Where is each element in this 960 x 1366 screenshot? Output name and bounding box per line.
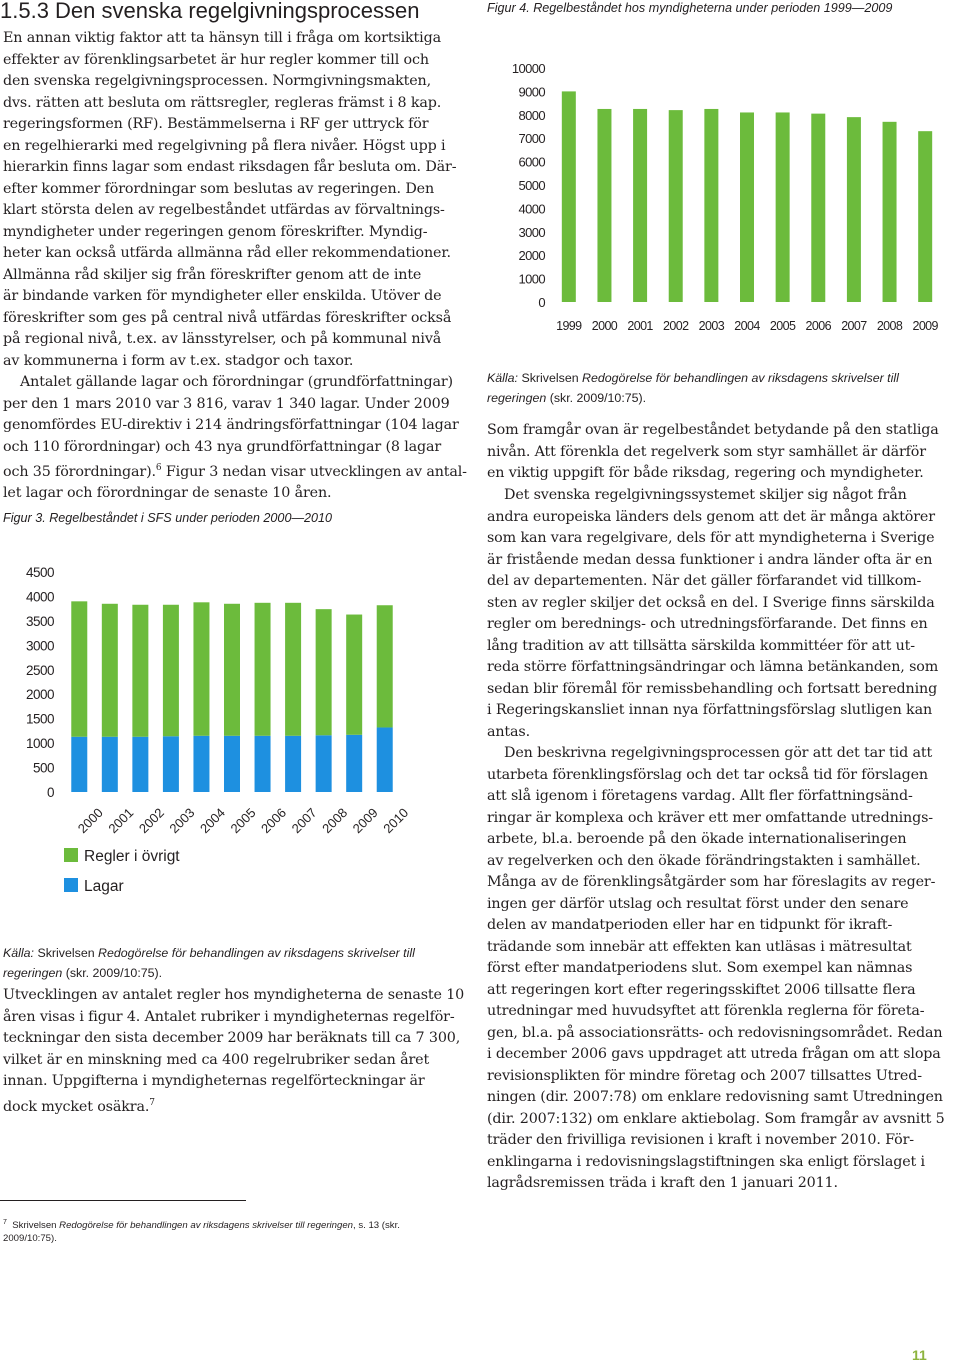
y-tick-label: 4500 bbox=[25, 565, 54, 580]
y-tick-label: 2000 bbox=[518, 248, 545, 264]
text-line: att regeringen kort efter regeringsskiftet 2006 tillsatte flera bbox=[487, 981, 916, 998]
legend-swatch-lagar bbox=[64, 878, 78, 892]
bar-regler-i-ovrigt bbox=[224, 604, 240, 736]
text-line: effekter av förenklingsarbetet är hur regler kommer till och bbox=[3, 51, 429, 68]
text-segment: och 35 förordningar). bbox=[3, 463, 156, 480]
y-tick-label: 6000 bbox=[518, 154, 545, 170]
text-line: lagrådsremissen träda i kraft den 1 januari 2011. bbox=[487, 1175, 838, 1191]
text-line: Utvecklingen av antalet regler hos myndigheterna de senaste 10 bbox=[3, 987, 465, 1003]
y-tick-label: 0 bbox=[538, 295, 545, 310]
bar-lagar bbox=[102, 737, 118, 792]
y-tick-label: 500 bbox=[32, 760, 54, 776]
x-tick-label: 2000 bbox=[591, 319, 618, 333]
text-line: ningen (dir. 2007:78) om enklare redovisning samt Utredningen bbox=[487, 1089, 943, 1105]
bar-lagar bbox=[71, 737, 87, 792]
text-line: av regelverken och den ökade förändringstakten i samhället. bbox=[487, 852, 921, 869]
text-line bbox=[3, 458, 467, 483]
left-paragraph-2 bbox=[3, 372, 467, 505]
text-line: är bindande varken för myndigheter eller enskilda. Utöver de bbox=[3, 288, 442, 304]
x-tick-label: 1999 bbox=[556, 319, 582, 333]
x-tick-label: 2006 bbox=[258, 805, 290, 837]
footnote-ref: 6 bbox=[155, 463, 162, 473]
x-tick-label: 2007 bbox=[841, 319, 867, 333]
y-tick-label: 9000 bbox=[518, 84, 545, 100]
y-tick-label: 2000 bbox=[25, 687, 54, 703]
bar-regler-i-ovrigt bbox=[255, 603, 271, 736]
paragraph-text bbox=[487, 420, 939, 485]
bar-regler-i-ovrigt bbox=[132, 605, 148, 737]
text-line: heter kan också utfärda allmänna råd eller rekommendationer. bbox=[3, 245, 451, 261]
y-tick-label: 1000 bbox=[25, 736, 54, 752]
x-tick-label: 2009 bbox=[349, 805, 381, 837]
text-line: reda större författningsändringar och lämna betänkanden, som bbox=[487, 659, 939, 675]
legend-label-lagar: Lagar bbox=[84, 878, 124, 895]
bar-regler-i-ovrigt bbox=[316, 609, 332, 735]
bar-regler-i-ovrigt bbox=[346, 615, 362, 735]
footnote-ref: 7 bbox=[149, 1097, 155, 1108]
text-line: let lagar och förordningar de senaste 10 åren. bbox=[3, 485, 332, 502]
text-line: Antalet gällande lagar och förordningar (grundförfattningar) bbox=[20, 374, 453, 390]
text-line: klart största delen av regelbeståndet utfärdas av förvaltnings- bbox=[3, 202, 445, 218]
x-tick-label: 2003 bbox=[166, 805, 198, 837]
source-title-line2: regeringen bbox=[3, 966, 63, 980]
bar-regler bbox=[883, 122, 897, 302]
x-tick-label: 2010 bbox=[380, 805, 412, 837]
paragraph-text bbox=[3, 28, 456, 372]
text-line: gen, bl.a. på associationsrätts- och redovisningsområdet. Redan bbox=[487, 1024, 943, 1041]
text-line: är fristående medan dessa funktioner i andra länder ofta är en bbox=[487, 551, 933, 568]
text-line: del av departementen. När det gäller förfarandet vid tillkom- bbox=[487, 573, 922, 589]
bar-lagar bbox=[163, 736, 179, 792]
text-line: i december 2006 gavs uppdraget att utreda frågan om att slopa bbox=[487, 1046, 941, 1062]
legend-label-regler-i-ovrigt: Regler i övrigt bbox=[84, 848, 180, 865]
source-ref: (skr. 2009/10:75). bbox=[546, 391, 647, 405]
footnote-number: 7 bbox=[3, 1219, 7, 1226]
section-heading: 1.5.3 Den svenska regelgivningsprocessen bbox=[0, 0, 420, 23]
text-line: genomfördes EU-direktiv i 214 ändringsförfattningar (104 lagar bbox=[3, 417, 459, 433]
text-line: i Regeringskansliet innan nya författningsförslag slutligen kan bbox=[487, 702, 933, 718]
text-line: Många av de förenklingsåtgärder som har föreslagits av reger- bbox=[487, 874, 936, 890]
bar-regler-i-ovrigt bbox=[163, 605, 179, 737]
text-line: Det svenska regelgivningssystemet skiljer sig något från bbox=[504, 487, 907, 503]
y-tick-label: 5000 bbox=[518, 178, 545, 193]
text-line: antas. bbox=[487, 723, 530, 740]
x-tick-label: 2004 bbox=[196, 805, 229, 837]
text-line: sten av regler skiljer det också en del. I Sverige finns särskilda bbox=[487, 594, 935, 611]
y-tick-label: 8000 bbox=[518, 107, 545, 123]
text-line: och 110 förordningar) och 43 nya grundförfattningar (8 lagar bbox=[3, 438, 442, 455]
legend-swatch-regler-i-ovrigt bbox=[64, 848, 78, 862]
y-tick-label: 3000 bbox=[25, 638, 54, 654]
text-line: delen av mandatperioden eller har en tidpunkt för ikraft- bbox=[487, 917, 893, 933]
source-title-line1: Redogörelse för behandlingen av riksdagens skrivelser till bbox=[582, 371, 899, 385]
bar-regler bbox=[847, 117, 861, 302]
text-segment: Figur 3 nedan visar utvecklingen av antal- bbox=[161, 463, 467, 480]
y-tick-label: 1000 bbox=[518, 271, 545, 287]
y-tick-label: 1500 bbox=[25, 711, 54, 727]
y-tick-label: 4000 bbox=[25, 589, 54, 605]
text-line: som kan vara regelgivare, dels för att myndigheterna i Sverige bbox=[487, 530, 935, 546]
text-line: utarbeta förenklingsförslag och det tar också tid för förslagen bbox=[487, 766, 928, 783]
bar-regler bbox=[811, 114, 825, 302]
paragraph-text bbox=[487, 743, 945, 1195]
text-line: lång tradition av att tillsätta särskilda kommittéer för att ut- bbox=[487, 637, 915, 654]
paragraph-text bbox=[487, 485, 938, 743]
text-line: hierarkin finns lagar som endast riksdagen får besluta om. Där- bbox=[3, 159, 457, 175]
source-title-line2: regeringen bbox=[487, 391, 547, 405]
text-line: per den 1 mars 2010 var 3 816, varav 1 340 lagar. Under 2009 bbox=[3, 395, 450, 412]
figure-3-source bbox=[3, 943, 415, 983]
bar-lagar bbox=[255, 736, 271, 792]
footnote-title: Redogörelse för behandlingen av riksdagens skrivelser till regeringen bbox=[59, 1220, 354, 1232]
x-tick-label: 2000 bbox=[74, 805, 106, 837]
text-line: teckningar den sista december 2009 har beräknats till ca 7 300, bbox=[3, 1030, 461, 1046]
text-line: vilket är en minskning med ca 400 regelrubriker sedan året bbox=[3, 1051, 430, 1068]
bar-lagar bbox=[316, 735, 332, 792]
bar-regler bbox=[633, 109, 647, 302]
x-tick-label: 2007 bbox=[288, 805, 320, 837]
text-line: En annan viktig faktor att ta hänsyn till i fråga om kortsiktiga bbox=[3, 30, 441, 46]
bar-regler-i-ovrigt bbox=[102, 604, 118, 737]
x-tick-label: 2006 bbox=[805, 319, 831, 333]
footnote-ref: , s. 13 (skr. bbox=[353, 1220, 400, 1232]
text-line: av kommunerna i form av t.ex. stadgor och taxor. bbox=[3, 352, 354, 369]
text-line: ringar är komplexa och kräver ett mer omfattande utrednings- bbox=[487, 809, 933, 826]
text-line: på regional nivå, t.ex. av länsstyrelser, och på kommunal nivå bbox=[3, 331, 442, 347]
right-paragraph-3 bbox=[487, 743, 945, 1195]
text-segment: dock mycket osäkra. bbox=[3, 1098, 150, 1115]
right-paragraph-1 bbox=[487, 420, 939, 485]
bar-regler bbox=[597, 109, 611, 302]
text-line: revisionsplikten för mindre företag och 2007 tillsattes Utred- bbox=[487, 1067, 922, 1084]
x-tick-label: 2003 bbox=[698, 319, 725, 333]
paragraph-text bbox=[3, 372, 467, 505]
x-tick-label: 2001 bbox=[627, 319, 653, 333]
bar-regler bbox=[562, 91, 576, 302]
text-line: regeringsformen (RF). Bestämmelserna i RF ger uttryck för bbox=[3, 116, 429, 132]
text-line: efter kommer förordningar som beslutas av regeringen. Den bbox=[3, 180, 435, 197]
bar-lagar bbox=[346, 735, 362, 792]
text-line: andra europeiska länders dels genom att det är många aktörer bbox=[487, 508, 935, 525]
x-tick-label: 2004 bbox=[734, 319, 760, 333]
source-text: Skrivelsen bbox=[34, 946, 99, 960]
source-label: Källa: bbox=[3, 946, 34, 960]
bar-lagar bbox=[224, 736, 240, 792]
footnote-text: Skrivelsen bbox=[12, 1220, 60, 1232]
bar-lagar bbox=[285, 736, 301, 792]
text-line: Allmänna råd skiljer sig från föreskrifter genom att de inte bbox=[3, 266, 422, 283]
source-label: Källa: bbox=[487, 371, 518, 385]
text-line: nivån. Att förenkla det regelverk som styr samhället är därför bbox=[487, 443, 926, 460]
text-line: föreskrifter som ges på central nivå utfärdas föreskrifter också bbox=[3, 309, 452, 326]
figure-4-chart bbox=[487, 52, 957, 342]
y-tick-label: 3500 bbox=[25, 613, 54, 629]
text-line: ingen ger därför utslag och resultat först under den senare bbox=[487, 895, 909, 912]
text-line: trädande som innebär att effekten kan utläsas i mätresultat bbox=[487, 938, 912, 955]
bar-regler-i-ovrigt bbox=[285, 603, 301, 736]
bar-regler-i-ovrigt bbox=[377, 605, 393, 727]
text-line: myndigheter under regeringen genom föreskrifter. Myndig- bbox=[3, 223, 428, 240]
y-tick-label: 3000 bbox=[518, 224, 545, 240]
text-line: utredningar med huvudsyftet att förenkla reglerna för företa- bbox=[487, 1003, 925, 1019]
footnote-line2: 2009/10:75). bbox=[3, 1233, 57, 1245]
y-tick-label: 2500 bbox=[25, 662, 54, 678]
bar-lagar bbox=[132, 737, 148, 792]
figure-3-chart bbox=[0, 548, 470, 908]
figure-4-source bbox=[487, 368, 899, 408]
source-title-line1: Redogörelse för behandlingen av riksdagens skrivelser till bbox=[98, 946, 415, 960]
bar-lagar bbox=[193, 736, 209, 792]
x-tick-label: 2001 bbox=[105, 805, 137, 837]
bar-regler bbox=[669, 110, 683, 302]
source-ref: (skr. 2009/10:75). bbox=[62, 966, 163, 980]
y-tick-label: 0 bbox=[46, 785, 54, 800]
text-line: Den beskrivna regelgivningsprocessen gör att det tar tid att bbox=[504, 745, 933, 761]
x-tick-label: 2002 bbox=[663, 319, 689, 333]
text-line: en viktig uppgift för både riksdag, regering och myndigheter. bbox=[487, 465, 924, 481]
footnote bbox=[3, 1216, 400, 1245]
y-tick-label: 4000 bbox=[518, 201, 545, 217]
bar-regler bbox=[918, 131, 932, 302]
text-line bbox=[3, 1093, 464, 1118]
right-paragraph-2 bbox=[487, 485, 938, 743]
figure-4-title: Figur 4. Regelbeståndet hos myndigheterna under perioden 1999—2009 bbox=[487, 1, 893, 15]
bar-regler-i-ovrigt bbox=[71, 601, 87, 736]
text-line: först efter mandatperiodens slut. Som exempel kan nämnas bbox=[487, 960, 913, 976]
bar-lagar bbox=[377, 727, 393, 792]
text-line: dvs. rätten att besluta om rättsregler, regleras främst i 8 kap. bbox=[3, 94, 442, 111]
text-line: arbete, bl.a. beroende på den ökade internationaliseringen bbox=[487, 831, 907, 847]
x-tick-label: 2005 bbox=[769, 319, 796, 333]
text-line: regler om berednings- och utredningsförfarande. Det finns en bbox=[487, 616, 928, 632]
text-line: Som framgår ovan är regelbeståndet betydande på den statliga bbox=[487, 422, 939, 438]
bar-regler bbox=[776, 112, 790, 302]
footnote-divider bbox=[0, 1200, 246, 1201]
text-line: innan. Uppgifterna i myndigheternas regelförteckningar är bbox=[3, 1073, 425, 1089]
bar-regler-i-ovrigt bbox=[193, 602, 209, 735]
text-line: åren visas i figur 4. Antalet rubriker i myndigheternas regelför- bbox=[3, 1008, 455, 1025]
x-tick-label: 2008 bbox=[876, 319, 903, 333]
x-tick-label: 2005 bbox=[227, 805, 259, 837]
text-line: sedan blir föremål för remissbehandling och fortsatt beredning bbox=[487, 680, 938, 697]
paragraph-text bbox=[3, 985, 464, 1118]
x-tick-label: 2008 bbox=[319, 805, 351, 837]
left-paragraph-1 bbox=[3, 28, 456, 372]
y-tick-label: 7000 bbox=[518, 131, 545, 147]
text-line: den svenska regelgivningsprocessen. Normgivningsmakten, bbox=[3, 73, 432, 89]
source-text: Skrivelsen bbox=[518, 371, 583, 385]
bar-regler bbox=[740, 112, 754, 302]
x-tick-label: 2002 bbox=[135, 805, 167, 837]
text-line: att slå igenom i företagens vardag. Allt fler författningsänd- bbox=[487, 788, 913, 804]
page-number: 11 bbox=[912, 1347, 927, 1363]
text-line: enklingarna i redovisningslagstiftningen ska enligt förslaget i bbox=[487, 1153, 925, 1170]
text-line: en regelhierarki med regelgivning på flera nivåer. Högst upp i bbox=[3, 137, 446, 154]
text-line: träder den frivilliga revisionen i kraft i november 2010. För- bbox=[487, 1132, 914, 1148]
x-tick-label: 2009 bbox=[912, 319, 938, 333]
left-paragraph-3 bbox=[3, 985, 464, 1118]
figure-3-title: Figur 3. Regelbeståndet i SFS under perioden 2000—2010 bbox=[3, 511, 333, 525]
text-line: (dir. 2007:132) om enklare aktiebolag. Som framgår av avsnitt 5 bbox=[487, 1110, 945, 1127]
bar-regler bbox=[704, 109, 718, 302]
y-tick-label: 10000 bbox=[511, 61, 545, 76]
